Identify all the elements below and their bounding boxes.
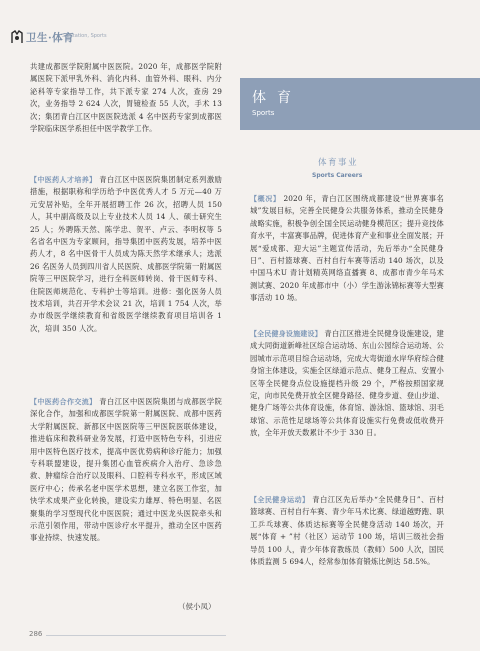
careers-title: 体育事业 [318,158,359,168]
section-tag: 【中医药人才培养】 [30,176,97,184]
author-credit: （侯小凤） [178,602,216,611]
section-overview [250,193,444,305]
page-number: 286 [29,630,43,638]
intro-paragraph: 共建成都医学院附属中医医院。2020 年，成都医学院附属医院下派甲乳外科、消化内科、血管外科、眼科、内分泌科等专家指导工作，共下派专家 274 人次，查房 29 次，业务指导 2 624 人次，胃镜检查 55 人次，手术 13 次；集团青白江区中医医院选派 4 名中医药专家到成都医学院临床医学系担任中医学教学工作。 [30,62,222,134]
section-text: 青白江区先后举办“全民健身日”、百村篮球赛、百村自行车赛、青少年马术比赛、绿道越野跑、职工乒乓球赛、体质达标赛等全民健身活动 140 场次，开展“体育 + ”村（社区）运动节 100 场，培训三级社会指导员 100 人，青少年体育教练员（教师）500 人次，国民体质监测 5 694人，经常参加体育锻炼比例达 58.5%。 [250,495,444,567]
banner-subtitle: Sports [252,109,275,117]
section-fitness-facilities [250,328,444,440]
section-tag: 【概况】 [250,195,281,203]
section-subtitle: Sanitation, Sports [62,33,107,39]
section-tag: 【中医药合作交流】 [30,398,97,406]
section-tcm-cooperation [30,396,222,545]
section-tag: 【全民健身运动】 [250,496,310,504]
section-title: 卫生·体育 [26,32,75,44]
publication-logo-icon [10,30,24,44]
section-tcm-talent [30,174,222,335]
section-text: 青白江区中医医院集团制定系列激励措施，根据职称和学历给予中医优秀人才 5 万元—40 万元安居补贴，全年开展招聘工作 26 次，招聘人员 150 人，其中副高级及以上专业技术人员 14 人、硕士研究生 25 人；外聘陈天然、陈学忠、贺平、卢云、李明权等 5 名省名中医为专家顾问，指导集团中医药发展，培养中医药人才，8 名中医骨干人员成为陈天然学术继承人；选派 26 名医务人员到四川省人民医院、成都医学院第一附属医院等三甲医院学习，进行全科医师转岗、骨干医师专科、住院医师规范化、专科护士等培训。进修：强化医务人员技术培训，共召开学术会议 21 次，培训 1 754 人次，举办市级医学继续教育和省级医学继续教育项目培训各 1 次，培训 350 人次。 [30,175,222,333]
footer-rule [46,635,226,636]
sports-banner [240,78,480,130]
section-text: 青白江区推进全民健身设施建设，建成大同街道新峰社区综合运动场、东山公园综合运动场、公园城市示范项目综合运动场，完成大弯街道水岸华府综合健身馆主体建设，实施全区绿道示范点、健身工程点、安置小区等全民健身点位设施提档升级 29 个，严格按照国家规定，向市民免费开放全区健身路径、健身步道、登山步道、健身广场等公共体育设施，体育馆、游泳馆、篮球馆、羽毛球馆、示范性足球场等公共体育设施实行免费或低收费开放，全年开放天数累计不少于 330 日。 [250,329,445,438]
careers-title-en: Sports Careers [312,172,363,179]
section-fitness-activities [250,494,444,568]
section-text: 青白江区中医医院集团与成都医学院深化合作，加强和成都医学院第一附属医院、成都中医药大学附属医院、新都区中医医院等三甲医院医联体建设，推进临床和教科研业务发展，打造中医特色专科，引进应用中医特色医疗技术，提高中医优势病种诊疗能力；加强专科联盟建设，提升集团心血管疾病介入治疗、急诊急救、肿瘤综合治疗以及眼科、口腔科专科水平，形成区域医疗中心；传承名老中医学术思想，建立名医工作室，加快学术成果产业化转换，建设实力雄厚、特色明显、名医聚集的学习型现代化中医医院；通过中医龙头医院牵头和示范引领作用，带动中医诊疗水平提升，推动全区中医药事业持续、快速发展。 [30,397,222,543]
banner-title: 体育 [252,90,302,106]
left-column [30,61,222,135]
section-tag: 【全民健身设施建设】 [250,330,322,338]
running-header [10,30,470,46]
section-text: 2020 年，青白江区围绕成都建设“世界赛事名城”发展目标，完善全民健身公共服务体系，推动全民健身战略实施，积极争创全国全民运动健身模范区；提升竞技体育水平，丰富赛事品牌，促进体育产业和事业全面发展；开展“爱成都、迎大运”主题宣传活动，先后举办“全民健身日”、百村篮球赛、百村自行车赛等活动 140 场次，以及中国马术U 青计划精英网络直播赛 8、成都市青少年马术测试赛、2020 年成都市中（小）学生游泳锦标赛等大型赛事活动 10 场。 [250,194,444,303]
